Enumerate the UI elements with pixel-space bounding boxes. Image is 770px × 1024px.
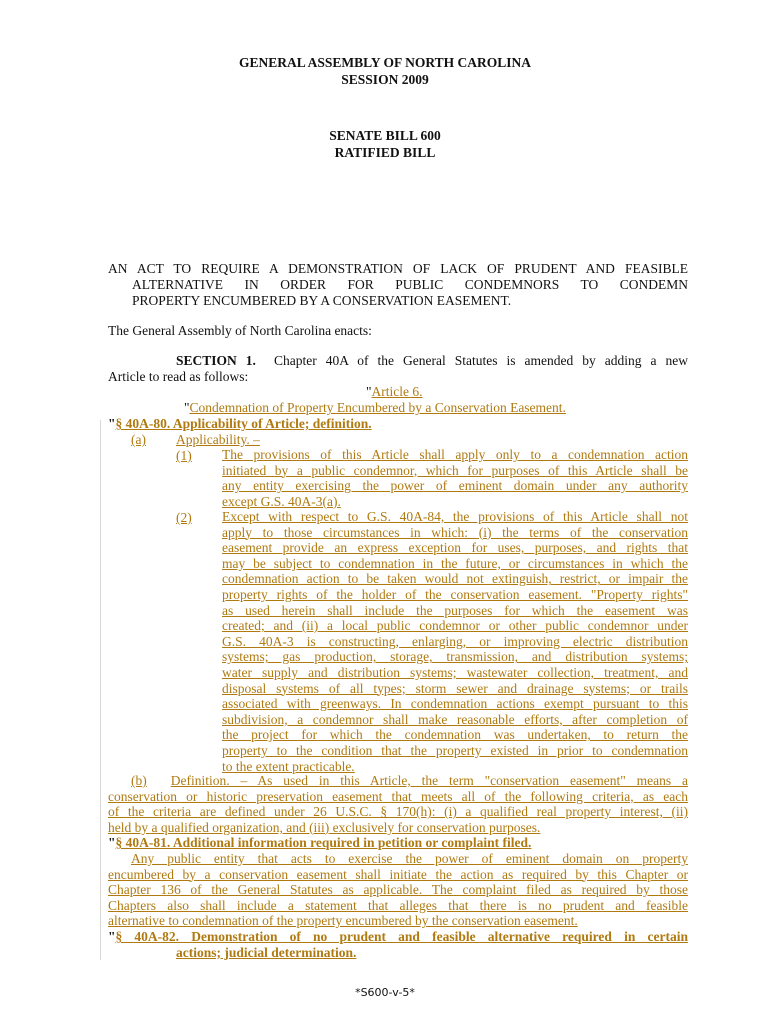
quote-mark: " [366, 384, 372, 399]
quote-mark: " [108, 416, 116, 431]
margin-rule [100, 420, 101, 960]
section-heading-text: actions; judicial determination. [176, 944, 357, 960]
quote-mark: " [108, 835, 116, 850]
text-line: encumbered by a conservation easement shall initiate the action as required by this Chapter or [108, 866, 688, 882]
text-line: Chapters also shall include a statement that alleges that there is no prudent and feasible [108, 897, 688, 913]
article-heading [366, 384, 423, 400]
text-line: held by a qualified organization, and (iii) exclusively for conservation purposes. [108, 819, 541, 835]
section-40a-81-heading [108, 835, 531, 851]
paragraph-1-label: (1) [176, 448, 192, 463]
text-line: Except with respect to G.S. 40A-84, the provisions of this Article shall not [222, 509, 688, 524]
quote-mark: " [108, 929, 116, 944]
section-40a-82-heading-line [108, 945, 688, 961]
paragraph-2-label: (2) [176, 510, 192, 525]
text-line: subdivision, a condemnor shall make reasonable efforts, after completion of [222, 711, 688, 727]
act-title [108, 261, 688, 309]
section-1-label: SECTION 1. [176, 353, 256, 368]
page-footer: *S600-v-5* [355, 986, 415, 999]
text-line: alternative to condemnation of the property encumbered by the conservation easement. [108, 913, 578, 929]
subsection-b [108, 773, 688, 835]
text-line: as used herein shall include the purposes for which the easement was [222, 602, 688, 618]
section-heading-text: § 40A-80. Applicability of Article; definition. [115, 416, 372, 431]
bill-status: RATIFIED BILL [334, 145, 436, 160]
paragraph-1 [222, 447, 688, 509]
quote-mark: " [184, 400, 190, 415]
section-40a-81-first-line: Any public entity that acts to exercise the power of eminent domain on property [131, 851, 688, 866]
section-1-line: Article to read as follows: [108, 368, 249, 384]
section-1-line [108, 353, 688, 369]
section-heading-text: § 40A-82. Demonstration of no prudent and feasible alternative required in certain [115, 929, 688, 944]
text-line: easement provide an express exception for uses, purposes, and rights that [222, 540, 688, 556]
article-title: Condemnation of Property Encumbered by a Conservation Easement. [189, 400, 566, 415]
article-number: Article 6. [371, 384, 423, 399]
subsection-b-text: Definition. – As used in this Article, the term "conservation easement" means a [170, 773, 688, 788]
section-40a-82-heading [108, 929, 688, 960]
section-1-text: Chapter 40A of the General Statutes is amended by adding a new [273, 353, 689, 368]
text-line: associated with greenways. In condemnation actions exempt pursuant to this [222, 696, 688, 712]
text-line: systems; gas production, storage, transmission, and distribution systems; [222, 649, 688, 665]
text-line: property rights of the holder of the conservation easement. "Property rights" [222, 586, 688, 602]
text-line: the project for which the condemnation was undertaken, to return the [222, 727, 688, 743]
section-40a-82-heading-line [108, 929, 688, 945]
text-line: G.S. 40A-3 is constructing, enlarging, or improving electric distribution [222, 633, 688, 649]
act-title-line: ALTERNATIVE IN ORDER FOR PUBLIC CONDEMNORS TO CONDEMN [132, 277, 688, 292]
text-line: condemnation action to be taken would not extinguish, restrict, or impair the [222, 571, 688, 587]
section-40a-81-body [108, 851, 688, 929]
paragraph-2 [222, 509, 688, 774]
enacting-clause: The General Assembly of North Carolina enacts: [108, 323, 372, 338]
text-line: disposal systems of all types; storm sewer and drainage systems; or trails [222, 680, 688, 696]
text-line: any entity exercising the power of eminent domain under any authority [222, 478, 688, 494]
text-line: may be subject to condemnation in the future, or circumstances in which the [222, 555, 688, 571]
subsection-b-first-line [108, 773, 688, 789]
text-line: initiated by a public condemnor, which for purposes of this Article shall be [222, 462, 688, 478]
text-line: The provisions of this Article shall apply only to a condemnation action [222, 447, 688, 462]
text-line: to the extent practicable. [222, 758, 355, 774]
section-1 [108, 353, 688, 384]
section-40a-80-heading [108, 416, 372, 432]
article-subtitle [184, 400, 566, 416]
subsection-a-title: Applicability. – [176, 432, 260, 447]
text-line: created; and (ii) a local public condemnor or other public condemnor under [222, 618, 688, 634]
text-line: except G.S. 40A-3(a). [222, 493, 341, 509]
text-line: water supply and distribution systems; wastewater collection, treatment, and [222, 664, 688, 680]
subsection-b-label: (b) [131, 773, 147, 788]
session: SESSION 2009 [341, 72, 429, 87]
act-title-line: PROPERTY ENCUMBERED BY A CONSERVATION EASEMENT. [132, 293, 512, 308]
subsection-a-label: (a) [131, 432, 146, 447]
bill-number: SENATE BILL 600 [329, 128, 441, 143]
act-title-line: AN ACT TO REQUIRE A DEMONSTRATION OF LACK OF PRUDENT AND FEASIBLE [108, 261, 688, 276]
assembly-name: GENERAL ASSEMBLY OF NORTH CAROLINA [238, 55, 532, 70]
text-line: conservation or historic preservation easement that meets all of the following criteria, as each [108, 788, 688, 804]
text-line: Chapter 136 of the General Statutes as applicable. The complaint filed as required by those [108, 882, 688, 898]
text-line: of the criteria are defined under 26 U.S.C. § 170(h): (i) a qualified real property interest, (ii) [108, 804, 688, 820]
section-heading-text: § 40A-81. Additional information required in petition or complaint filed. [115, 835, 532, 850]
text-line: apply to those circumstances in which: (i) the terms of the conservation [222, 524, 688, 540]
text-line: property to the condition that the property existed in prior to condemnation [222, 742, 688, 758]
